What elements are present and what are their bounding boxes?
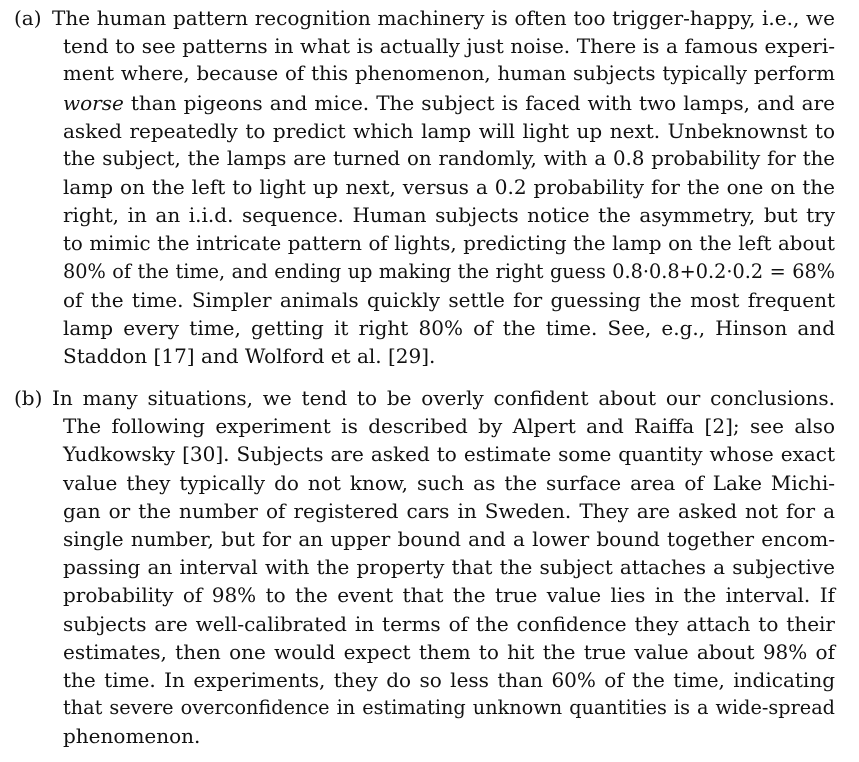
text-line: The human pattern recognition machinery is often too trigger-happy, i.e., we — [52, 6, 835, 30]
text-line: Yudkowsky [30]. Subjects are asked to estimate some quantity whose exact — [63, 442, 835, 467]
text-line: tend to see patterns in what is actually just noise. There is a famous experi- — [63, 34, 835, 59]
text-line: phenomenon. — [63, 724, 201, 749]
item-marker: (a) — [14, 6, 42, 30]
text-line: passing an interval with the property that the subject attaches a subjective — [63, 555, 835, 580]
text-line: 80% of the time, and ending up making the right guess 0.8·0.8+0.2·0.2 = 68% — [63, 259, 835, 283]
text-line: lamp on the left to light up next, versus a 0.2 probability for the one on the — [63, 175, 835, 200]
text-line: of the time. Simpler animals quickly settle for guessing the most frequent — [63, 288, 835, 312]
item-marker: (b) — [14, 386, 43, 410]
text-line-with-emphasis — [63, 89, 835, 117]
text-line: ment where, because of this phenomenon, human subjects typically perform — [63, 62, 835, 86]
text-line: to mimic the intricate pattern of lights, predicting the lamp on the left about — [63, 231, 835, 255]
text-line: value they typically do not know, such as the surface area of Lake Michi- — [63, 470, 835, 495]
text-line: Staddon [17] and Wolford et al. [29]. — [63, 344, 436, 369]
text-line: probability of 98% to the event that the true value lies in the interval. If — [63, 583, 835, 608]
text-line: estimates, then one would expect them to hit the true value about 98% of — [63, 639, 835, 664]
text-line: the time. In experiments, they do so less than 60% of the time, indicating — [63, 668, 835, 692]
text-line: In many situations, we tend to be overly confident about our conclusions. — [52, 386, 835, 410]
text-line: the subject, the lamps are turned on randomly, with a 0.8 probability for the — [63, 147, 835, 170]
text-line: asked repeatedly to predict which lamp will light up next. Unbeknownst to — [63, 118, 835, 143]
text-line-rest: than pigeons and mice. The subject is faced with two lamps, and are — [123, 90, 835, 115]
text-line: single number, but for an upper bound and a lower bound together encom- — [63, 527, 835, 551]
text-line: that severe overconfidence in estimating unknown quantities is a wide-spread — [63, 696, 835, 720]
text-line: The following experiment is described by Alpert and Raiffa [2]; see also — [63, 414, 835, 439]
text-line: subjects are well-calibrated in terms of the confidence they attach to their — [63, 611, 835, 636]
text-line: right, in an i.i.d. sequence. Human subjects notice the asymmetry, but try — [63, 203, 835, 228]
text-line: gan or the number of registered cars in Sweden. They are asked not for a — [63, 498, 835, 523]
emphasized-word: worse — [63, 90, 124, 115]
text-line: lamp every time, getting it right 80% of the time. See, e.g., Hinson and — [63, 316, 835, 341]
